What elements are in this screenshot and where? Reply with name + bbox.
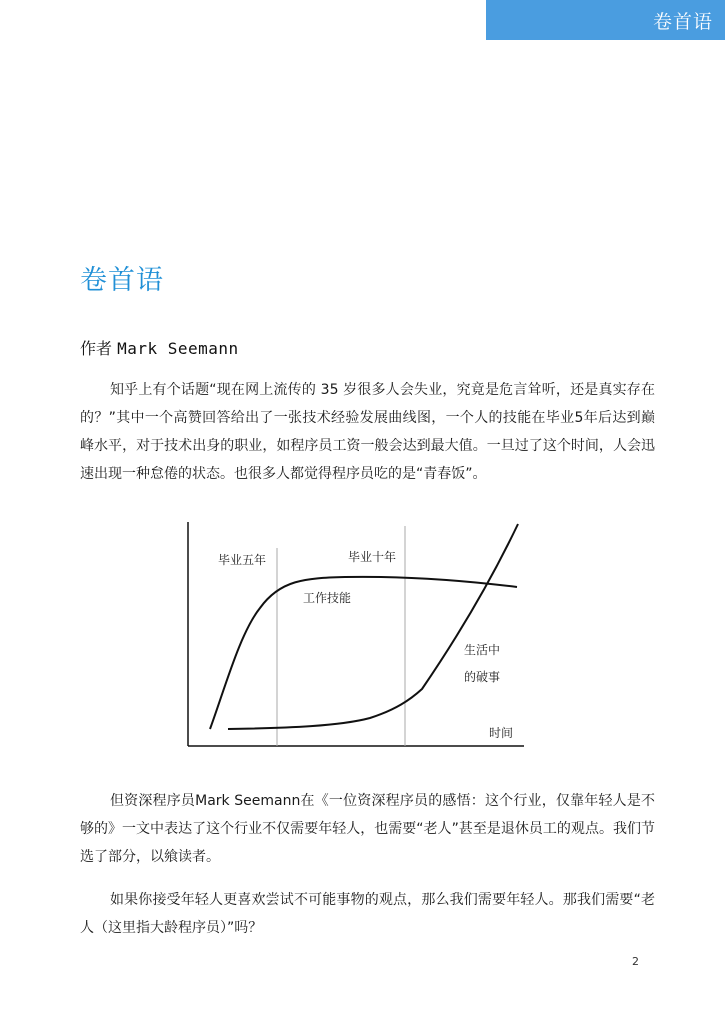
author-prefix: 作者: [80, 339, 118, 358]
skill-curve-figure: [180, 518, 530, 754]
header-tab-label: 卷首语: [652, 10, 713, 33]
label-life-line1: 生活中: [464, 643, 501, 657]
label-work-skill: 工作技能: [303, 591, 352, 605]
label-life-line2: 的破事: [464, 670, 501, 684]
page-title: 卷首语: [80, 265, 164, 296]
label-grad-five: 毕业五年: [218, 553, 267, 567]
author-line: [80, 336, 239, 359]
paragraph-intro: 知乎上有个话题“现在网上流传的 35 岁很多人会失业，究竟是危言耸听，还是真实存在的？”其中一个高赞回答给出了一张技术经验发展曲线图，一个人的技能在毕业5年后达到巅峰水平，对于技术出身的职业，如程序员工资一般会达到最大值。一旦过了这个时间，人会迅速出现一种怠倦的状态。也很多人都觉得程序员吃的是“青春饭”。: [80, 382, 655, 482]
header-section-tab: [486, 0, 725, 40]
skill-curve-svg: [180, 518, 530, 754]
paragraph-seemann: 但资深程序员Mark Seemann在《一位资深程序员的感悟：这个行业，仅靠年轻人是不够的》一文中表达了这个行业不仅需要年轻人，也需要“老人”甚至是退休员工的观点。我们节选了部分，以飨读者。: [80, 793, 655, 865]
author-name: Mark Seemann: [117, 339, 239, 358]
label-x-axis: 时间: [489, 726, 514, 740]
page-number: 2: [632, 955, 639, 968]
paragraph-question: 如果你接受年轻人更喜欢尝试不可能事物的观点，那么我们需要年轻人。那我们需要“老人（这里指大龄程序员）”吗？: [80, 892, 655, 936]
label-grad-ten: 毕业十年: [348, 550, 397, 564]
